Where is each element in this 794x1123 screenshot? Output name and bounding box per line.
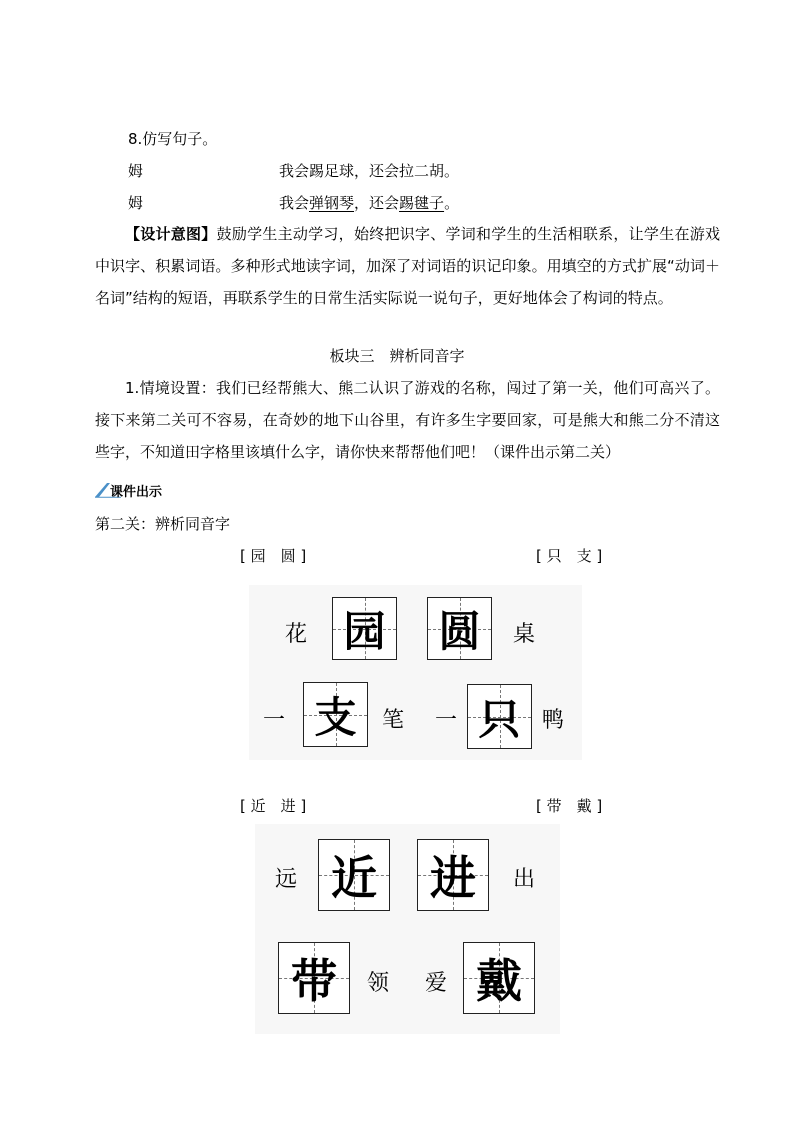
- q8-row1-prefix: 姆: [128, 162, 144, 180]
- bracket-dai: [ 带 戴 ]: [536, 797, 603, 815]
- char-box-yuan-garden: 园: [332, 597, 397, 660]
- bracket-jin: [ 近 进 ]: [240, 797, 307, 815]
- word-ya: 鸭: [542, 708, 565, 733]
- exercise-image-2: [255, 824, 560, 1034]
- char-box-dai-bring: 带: [278, 942, 350, 1014]
- q8-row2-prefix: 姆: [128, 194, 144, 212]
- word-hua: 花: [285, 622, 308, 647]
- q8-row1-sentence: 我会踢足球，还会拉二胡。: [279, 162, 460, 180]
- word-yi-1: 一: [263, 708, 286, 733]
- word-yuan: 远: [275, 867, 298, 892]
- word-zhuo: 桌: [513, 622, 536, 647]
- word-bi: 笔: [382, 708, 405, 733]
- level-title: 第二关：辨析同音字: [95, 515, 231, 533]
- q8-title: 8.仿写句子。: [128, 130, 218, 148]
- bracket-yuan: [ 园 圆 ]: [240, 547, 307, 565]
- exercise-image-1: [249, 585, 582, 760]
- section-paragraph: 1.情境设置：我们已经帮熊大、熊二认识了游戏的名称，闯过了第一关，他们可高兴了。接下来第二关可不容易，在奇妙的地下山谷里，有许多生字要回家，可是熊大和熊二分不清这些字，不知道田字格里该填什么字，请你快来帮帮他们吧！（课件出示第二关）: [95, 379, 720, 461]
- word-yi-2: 一: [435, 708, 458, 733]
- design-intent-tag: 【设计意图】: [125, 225, 217, 243]
- char-box-jin-near: 近: [318, 839, 390, 911]
- char-box-zhi-branch: 支: [303, 682, 368, 747]
- char-box-yuan-round: 圆: [427, 597, 492, 660]
- blank-answer-2: 踢毽子: [399, 194, 445, 212]
- word-chu: 出: [513, 867, 536, 892]
- word-ling: 领: [367, 971, 390, 996]
- section-heading: 板块三 辨析同音字: [329, 347, 465, 365]
- design-intent-paragraph: 【设计意图】鼓励学生主动学习，始终把识字、学词和学生的生活相联系，让学生在游戏中识字、积累词语。多种形式地读字词，加深了对词语的识记印象。用填空的方式扩展“动词＋名词”结构的短语，再联系学生的日常生活实际说一说句子，更好地体会了构词的特点。: [95, 225, 720, 307]
- bracket-zhi: [ 只 支 ]: [536, 547, 603, 565]
- courseware-label: 课件出示: [110, 485, 163, 500]
- blank-answer-1: 弹钢琴: [309, 194, 355, 212]
- char-box-zhi-only: 只: [467, 684, 532, 749]
- word-ai: 爱: [425, 971, 448, 996]
- char-box-jin-enter: 进: [417, 839, 489, 911]
- q8-row2-sentence: 我会弹钢琴，还会踢毽子。: [279, 194, 460, 212]
- char-box-dai-wear: 戴: [463, 942, 535, 1014]
